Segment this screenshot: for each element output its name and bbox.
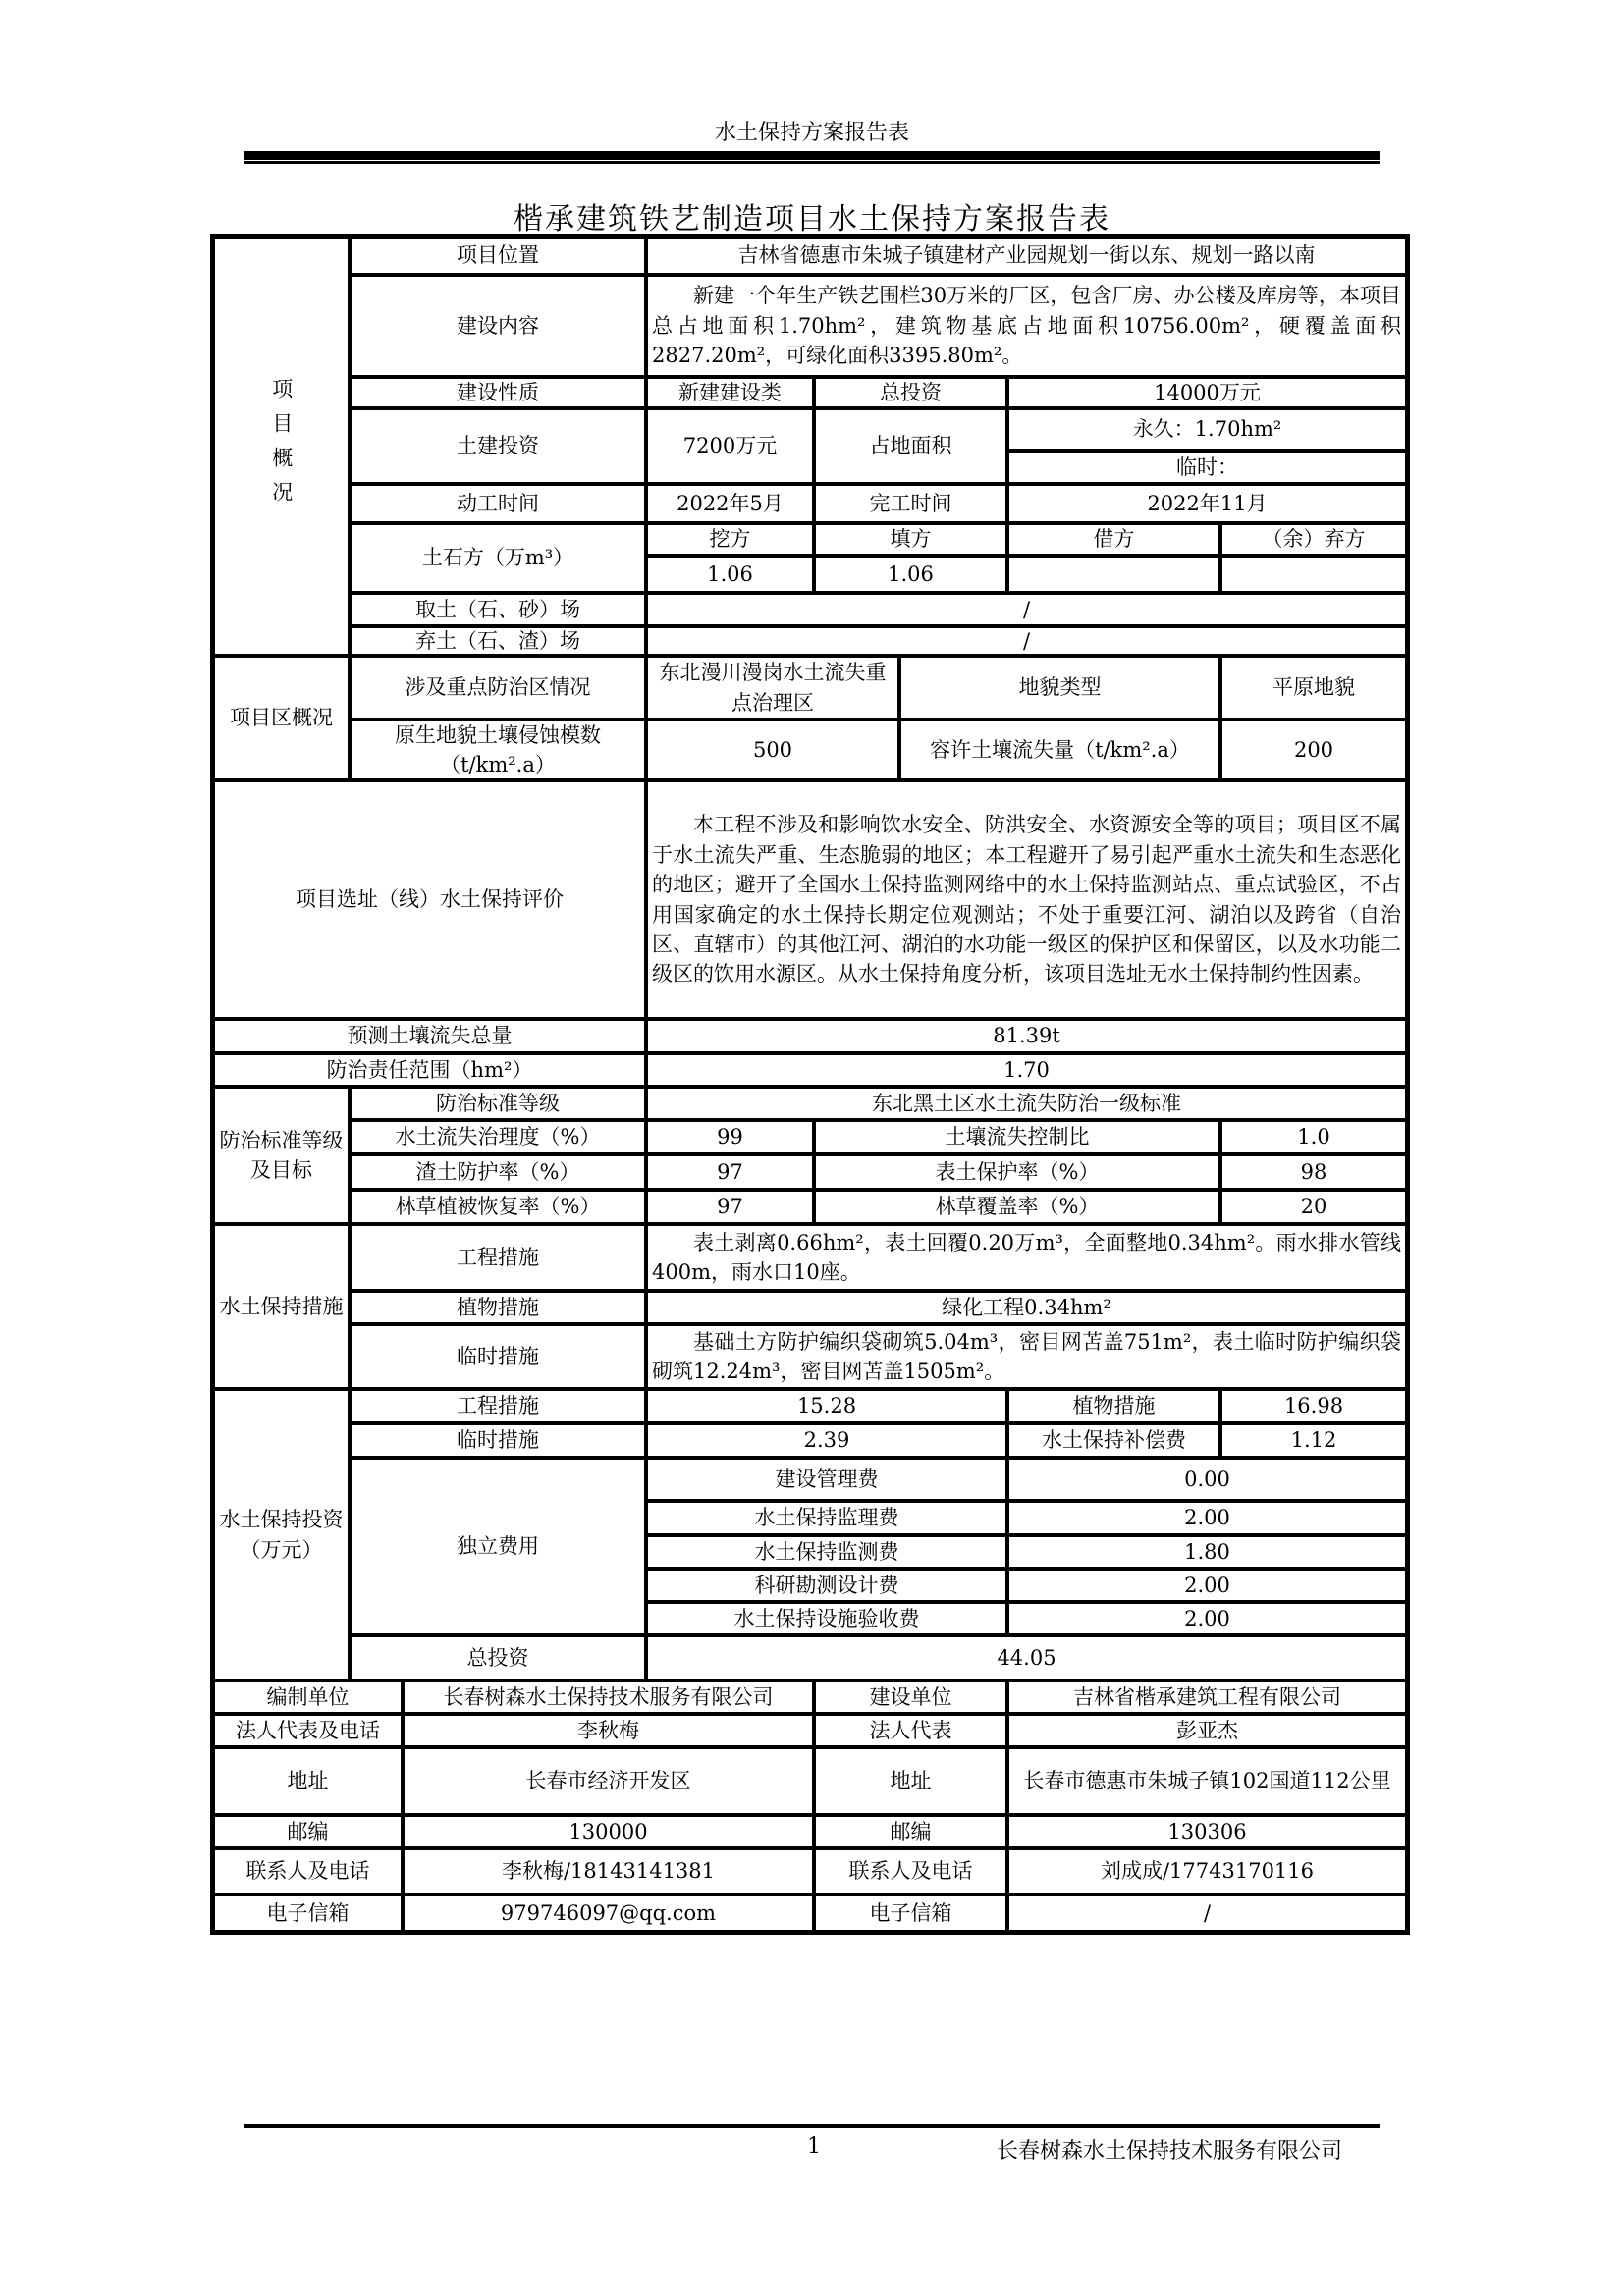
- allowable-value: 200: [1222, 721, 1405, 782]
- site-eval-label: 项目选址（线）水土保持评价: [215, 782, 648, 1021]
- inv-engineering-label: 工程措施: [352, 1391, 648, 1425]
- builder-email: /: [1203, 1900, 1212, 1925]
- target-value: 1.0: [1222, 1122, 1405, 1156]
- email-label: 电子信箱: [215, 1896, 405, 1930]
- civil-invest-value: 7200万元: [648, 410, 816, 486]
- compiler-address: 长春市经济开发区: [405, 1749, 816, 1817]
- responsibility-value: 1.70: [648, 1055, 1405, 1089]
- compiler-value: 长春树森水土保持技术服务有限公司: [405, 1682, 816, 1716]
- land-area-label: 占地面积: [816, 410, 1009, 486]
- investment-group-label: 水土保持投资（万元）: [215, 1391, 352, 1682]
- independent-item-label: 水土保持监理费: [648, 1503, 1009, 1537]
- predicted-loss-label: 预测土壤流失总量: [215, 1021, 648, 1055]
- land-temporary: 临时：: [1009, 453, 1405, 486]
- civil-invest-label: 土建投资: [352, 410, 648, 486]
- erosion-label: 原生地貌土壤侵蚀模数（t/km².a）: [352, 721, 648, 782]
- inv-temporary-label: 临时措施: [352, 1425, 648, 1460]
- key-zone-label: 涉及重点防治区情况: [352, 658, 648, 721]
- header-rule-thick: [244, 151, 1380, 160]
- grade-label: 防治标准等级: [352, 1089, 648, 1122]
- landform-label: 地貌类型: [901, 658, 1222, 721]
- end-value: 2022年11月: [1009, 486, 1405, 525]
- temporary-measure-value: 基础土方防护编织袋砌筑5.04m³，密目网苫盖751m²，表土临时防护编织袋砌筑12.24m³，密目网苫盖1505m²。: [648, 1326, 1405, 1391]
- independent-cost-label: 独立费用: [352, 1460, 648, 1637]
- earthwork-value-cut: 1.06: [648, 558, 816, 595]
- inv-plant-label: 植物措施: [1009, 1391, 1222, 1425]
- start-value: 2022年5月: [648, 486, 816, 525]
- target-label: 林草覆盖率（%）: [816, 1192, 1222, 1226]
- earthwork-value-borrow: [1009, 558, 1222, 595]
- running-header: 水土保持方案报告表: [714, 121, 909, 145]
- inv-plant-value: 16.98: [1222, 1391, 1405, 1425]
- spoil-site-label: 弃土（石、渣）场: [352, 628, 648, 658]
- content-value: 新建一个年生产铁艺围栏30万米的厂区，包含厂房、办公楼及库房等，本项目总占地面积1.70hm²，建筑物基底占地面积10756.00m²，硬覆盖面积2827.20m²，可绿化面积3395.80m²。: [648, 277, 1405, 379]
- measures-group-label: 水土保持措施: [215, 1226, 352, 1391]
- target-label: 林草植被恢复率（%）: [352, 1192, 648, 1226]
- address-label: 地址: [215, 1749, 405, 1817]
- report-table: [210, 234, 1410, 1935]
- inv-compensation-label: 水土保持补偿费: [1009, 1425, 1222, 1460]
- legal-phone-value: 李秋梅: [405, 1716, 816, 1749]
- address-label: 地址: [816, 1749, 1009, 1817]
- target-value: 97: [648, 1156, 816, 1192]
- plant-measure-label: 植物措施: [352, 1293, 648, 1326]
- borrow-site-label: 取土（石、砂）场: [352, 595, 648, 628]
- inv-compensation-value: 1.12: [1222, 1425, 1405, 1460]
- contact-label: 联系人及电话: [215, 1850, 405, 1896]
- nature-label: 建设性质: [352, 379, 648, 410]
- earthwork-header-borrow: 借方: [1009, 525, 1222, 558]
- independent-item-label: 水土保持设施验收费: [648, 1604, 1009, 1637]
- builder-address: 长春市德惠市朱城子镇102国道112公里: [1009, 1749, 1405, 1817]
- engineering-measure-label: 工程措施: [352, 1226, 648, 1293]
- footer-company: 长春树森水土保持技术服务有限公司: [997, 2139, 1343, 2163]
- contact-label: 联系人及电话: [816, 1850, 1009, 1896]
- builder-label: 建设单位: [816, 1682, 1009, 1716]
- document-title: 楷承建筑铁艺制造项目水土保持方案报告表: [514, 202, 1110, 237]
- compiler-postcode: 130000: [405, 1817, 816, 1850]
- plant-measure-value: 绿化工程0.34hm²: [648, 1293, 1405, 1326]
- erosion-value: 500: [648, 721, 901, 782]
- independent-item-label: 科研勘测设计费: [648, 1571, 1009, 1604]
- predicted-loss-value: 81.39t: [648, 1021, 1405, 1055]
- target-value: 20: [1222, 1192, 1405, 1226]
- overview-group-label: 项目概况: [215, 239, 352, 658]
- builder-contact: 刘成成/17743170116: [1009, 1850, 1405, 1896]
- independent-item-value: 2.00: [1009, 1604, 1405, 1637]
- inv-total-label: 总投资: [352, 1637, 648, 1682]
- target-label: 土壤流失控制比: [816, 1122, 1222, 1156]
- responsibility-label: 防治责任范围（hm²）: [215, 1055, 648, 1089]
- earthwork-label: 土石方（万m³）: [352, 525, 648, 595]
- earthwork-value-spoil: [1222, 558, 1405, 595]
- target-label: 水土流失治理度（%）: [352, 1122, 648, 1156]
- inv-temporary-value: 2.39: [648, 1425, 1009, 1460]
- compiler-label: 编制单位: [215, 1682, 405, 1716]
- independent-item-value: 0.00: [1009, 1460, 1405, 1503]
- legal-value: 彭亚杰: [1009, 1716, 1405, 1749]
- footer-rule: [244, 2124, 1380, 2128]
- target-value: 97: [648, 1192, 816, 1226]
- independent-item-value: 2.00: [1009, 1503, 1405, 1537]
- allowable-label: 容许土壤流失量（t/km².a）: [901, 721, 1222, 782]
- independent-item-label: 水土保持监测费: [648, 1537, 1009, 1571]
- inv-engineering-value: 15.28: [648, 1391, 1009, 1425]
- borrow-site-value: /: [648, 595, 1405, 628]
- grade-value: 东北黑土区水土流失防治一级标准: [648, 1089, 1405, 1122]
- landform-value: 平原地貌: [1222, 658, 1405, 721]
- compiler-contact: 李秋梅/18143141381: [405, 1850, 816, 1896]
- spoil-site-value: /: [648, 628, 1405, 658]
- header-rule-thin: [244, 161, 1380, 164]
- independent-item-value: 1.80: [1009, 1537, 1405, 1571]
- target-label: 渣土防护率（%）: [352, 1156, 648, 1192]
- legal-label: 法人代表: [816, 1716, 1009, 1749]
- compiler-email[interactable]: 979746097@qq.com: [405, 1896, 816, 1930]
- location-label: 项目位置: [352, 239, 648, 277]
- total-invest-label: 总投资: [816, 379, 1009, 410]
- content-label: 建设内容: [352, 277, 648, 379]
- area-group-label: 项目区概况: [215, 658, 352, 782]
- target-label: 表土保护率（%）: [816, 1156, 1222, 1192]
- builder-value: 吉林省楷承建筑工程有限公司: [1009, 1682, 1405, 1716]
- page-number: 1: [807, 2134, 821, 2159]
- nature-value: 新建建设类: [648, 379, 816, 410]
- standards-group-label: 防治标准等级及目标: [215, 1089, 352, 1226]
- location-value: 吉林省德惠市朱城子镇建材产业园规划一街以东、规划一路以南: [648, 239, 1405, 277]
- start-label: 动工时间: [352, 486, 648, 525]
- total-invest-value: 14000万元: [1009, 379, 1405, 410]
- earthwork-header-fill: 填方: [816, 525, 1009, 558]
- earthwork-header-cut: 挖方: [648, 525, 816, 558]
- legal-phone-label: 法人代表及电话: [215, 1716, 405, 1749]
- site-eval-value: 本工程不涉及和影响饮水安全、防洪安全、水资源安全等的项目；项目区不属于水土流失严重、生态脆弱的地区；本工程避开了易引起严重水土流失和生态恶化的地区；避开了全国水土保持监测网络中的水土保持监测站点、重点试验区，不占用国家确定的水土保持长期定位观测站；不处于重要江河、湖泊以及跨省（自治区、直辖市）的其他江河、湖泊的水功能一级区的保护区和保留区，以及水功能二级区的饮用水源区。从水土保持角度分析，该项目选址无水土保持制约性因素。: [648, 782, 1405, 1021]
- earthwork-header-spoil: （余）弃方: [1222, 525, 1405, 558]
- independent-item-label: 建设管理费: [648, 1460, 1009, 1503]
- end-label: 完工时间: [816, 486, 1009, 525]
- target-value: 99: [648, 1122, 816, 1156]
- postcode-label: 邮编: [816, 1817, 1009, 1850]
- key-zone-value: 东北漫川漫岗水土流失重点治理区: [648, 658, 901, 721]
- land-permanent: 永久：1.70hm²: [1009, 410, 1405, 453]
- builder-postcode: 130306: [1009, 1817, 1405, 1850]
- independent-item-value: 2.00: [1009, 1571, 1405, 1604]
- earthwork-value-fill: 1.06: [816, 558, 1009, 595]
- inv-total-value: 44.05: [648, 1637, 1405, 1682]
- temporary-measure-label: 临时措施: [352, 1326, 648, 1391]
- engineering-measure-value: 表土剥离0.66hm²，表土回覆0.20万m³，全面整地0.34hm²。雨水排水管线400m，雨水口10座。: [648, 1226, 1405, 1293]
- postcode-label: 邮编: [215, 1817, 405, 1850]
- target-value: 98: [1222, 1156, 1405, 1192]
- email-label: 电子信箱: [816, 1896, 1009, 1930]
